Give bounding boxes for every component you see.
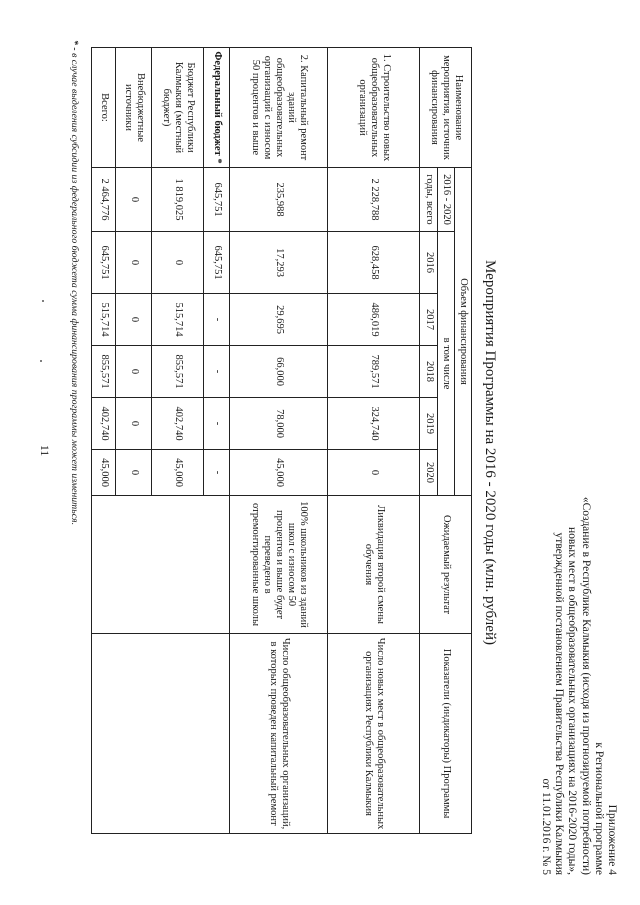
row-2018: 855,571 [92,346,116,398]
row-2020: - [204,450,230,496]
row-2019: 0 [116,398,152,450]
appendix-approval: утвержденной постановлением Правительства Республики Калмыкия [553,532,566,875]
row-2016: 645,751 [204,232,230,294]
header-row-1 [454,48,471,834]
row-name: Бюджет Республики Калмыкия (местный бюджет) [152,48,204,168]
row-2019: 402,740 [152,398,204,450]
row-name: Внебюджетные источники [116,48,152,168]
footnote-text: в случае выделения субсидии из федерального бюджета сумма финансирования программы может измениться. [69,53,80,526]
measures-table [91,47,472,834]
header-year-2016: 2016 [420,232,437,294]
row-2020: 45,000 [92,450,116,496]
row-2017: 515,714 [92,294,116,346]
footnote [69,40,80,525]
row-2018: 855,571 [152,346,204,398]
footnote-marker: * - [69,40,80,51]
row-2016: 628,458 [328,232,420,294]
row-2018: 0 [116,346,152,398]
table-row [230,48,328,834]
appendix-program-ref: к Региональной программе [592,742,605,875]
row-2019: 324,740 [328,398,420,450]
row-indicator: Число новых мест в общеобразовательных организациях Республики Калмыкия [328,634,420,834]
scan-speck [40,360,42,362]
row-2019: 78,000 [230,398,328,450]
table-row [204,48,230,834]
page-number: 11 [38,445,50,457]
row-total: 1 819,025 [152,168,204,232]
row-result: Ликвидация второй смены обучения [328,496,420,634]
row-2019: - [204,398,230,450]
scan-speck [42,300,44,302]
row-2017: 515,714 [152,294,204,346]
row-2016: 0 [116,232,152,294]
header-period: 2016 - 2020 [437,168,454,232]
row-2020: 0 [328,450,420,496]
header-period-total: годы, всего [420,168,437,232]
row-name: 2. Капитальный ремонт зданий общеобразовательных организаций с износом 50 процентов и выше [230,48,328,168]
row-2020: 0 [116,450,152,496]
row-total: 2 228,788 [328,168,420,232]
row-2016: 645,751 [92,232,116,294]
row-2019: 402,740 [92,398,116,450]
header-funding: Объем финансирования [454,168,471,496]
appendix-header [539,315,618,875]
row-2017: 29,695 [230,294,328,346]
row-2017: - [204,294,230,346]
row-2018: 66,000 [230,346,328,398]
header-year-2019: 2019 [420,398,437,450]
row-2020: 45,000 [230,450,328,496]
row-2017: 0 [116,294,152,346]
header-including: в том числе [437,232,454,496]
row-2018: - [204,346,230,398]
row-name: 1. Строительство новых общеобразовательных организаций [328,48,420,168]
header-name: Наименование мероприятия, источник финансирования [420,48,472,168]
row-2020: 45,000 [152,450,204,496]
row-2016: 0 [152,232,204,294]
row-total: 0 [116,168,152,232]
row-name: Федеральный бюджет * [204,48,230,168]
header-indicators: Показатели (индикаторы) Программы [420,634,472,834]
table-row [328,48,420,834]
row-indicator-empty [92,634,230,834]
header-year-2020: 2020 [420,450,437,496]
header-year-2018: 2018 [420,346,437,398]
row-2017: 486,019 [328,294,420,346]
header-year-2017: 2017 [420,294,437,346]
row-indicator: Число общеобразовательных организаций, в которых проведен капитальный ремонт [230,634,328,834]
appendix-date: от 11.01.2016 г. № 5 [539,778,552,875]
appendix-program-title-cont: новых мест в общеобразовательных организациях на 2016-2020 годы», [566,527,579,875]
row-name: Всего: [92,48,116,168]
row-total: 2 464,776 [92,168,116,232]
row-total: 235,988 [230,168,328,232]
row-2018: 789,571 [328,346,420,398]
appendix-program-title: «Создание в Республике Калмыкия (исходя из прогнозируемой потребности) [579,496,592,875]
header-result: Ожидаемый результат [420,496,472,634]
page-title: Мероприятия Программы на 2016 - 2020 годы (млн. рублей) [482,260,498,645]
row-result-empty [92,496,230,634]
row-total: 645,751 [204,168,230,232]
row-result: 100% школьников из зданий школ с износом 50 процентов и выше будет переведено в отремонтированные школы [230,496,328,634]
appendix-number: Приложение 4 [606,804,618,875]
row-2016: 17,293 [230,232,328,294]
